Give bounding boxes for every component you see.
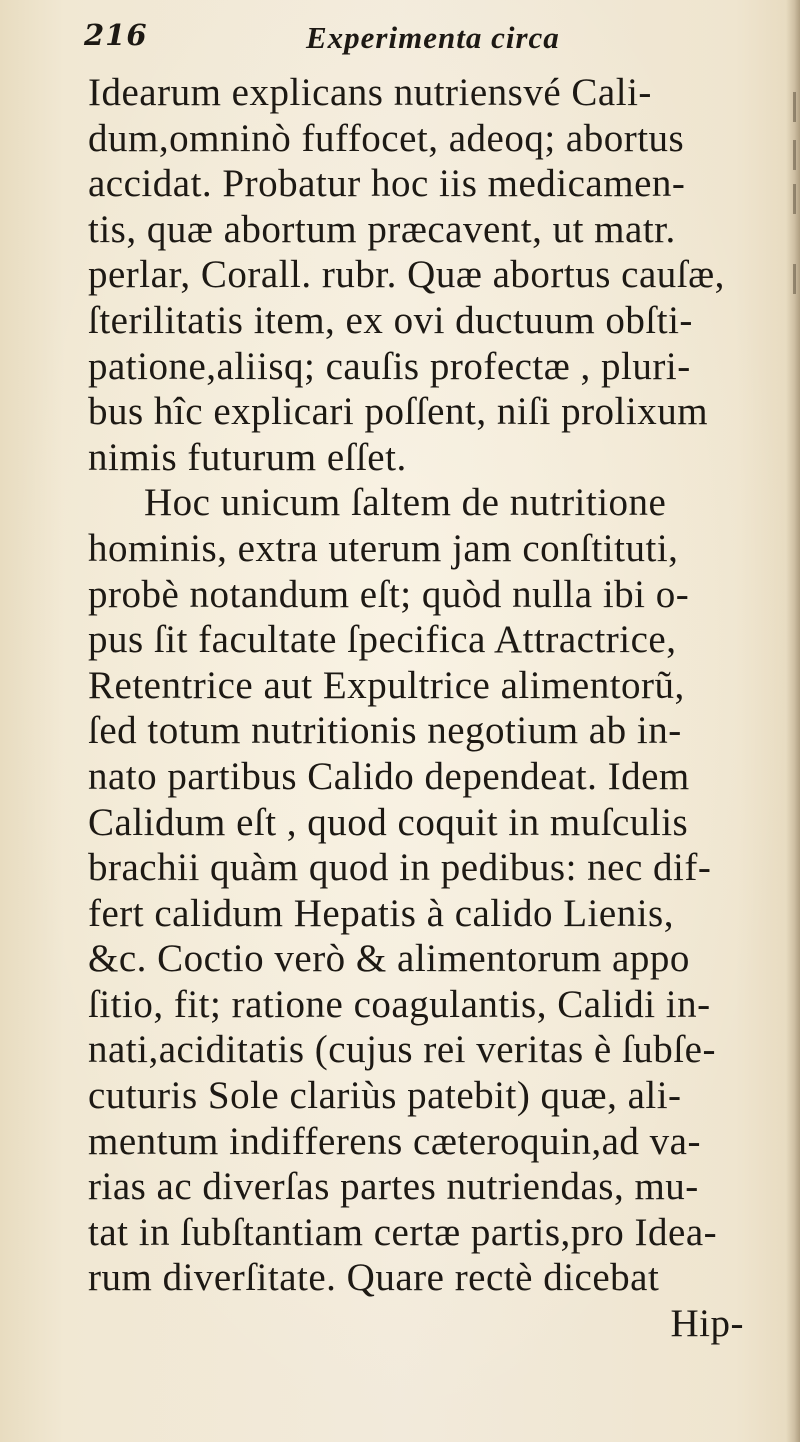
margin-mark [793,92,796,122]
page-edge-shadow [786,0,800,1442]
margin-mark [793,184,796,214]
text-line: accidat. Probatur hoc iis medicamen- [88,162,686,206]
text-line: ſed totum nutritionis negotium ab in- [88,709,682,753]
text-line: patione,aliisq; cauſis profectæ , pluri- [88,344,691,388]
margin-mark [793,264,796,294]
text-line: ſterilitatis item, ex ovi ductuum obſti- [88,298,693,342]
text-line: &c. Coctio verò & alimentorum appo [88,937,690,981]
paragraph-start-line: Hoc unicum ſaltem de nutritione [144,481,667,525]
page-number: 216 [84,18,148,52]
text-line: probè notandum eſt; quòd nulla ibi o- [88,572,690,616]
text-line: cuturis Sole clariùs patebit) quæ, ali- [88,1074,682,1118]
text-line: perlar, Corall. rubr. Quæ abortus cauſæ, [88,253,725,297]
text-line: pus ſit facultate ſpecifica Attractrice, [88,618,677,662]
text-line: dum,omninò fuffocet, adeoq; abortus [88,116,685,160]
text-line: mentum indifferens cæteroquin,ad va- [88,1119,701,1163]
margin-mark [793,140,796,170]
text-line: hominis, extra uterum jam conſtituti, [88,526,679,570]
page-header [84,18,764,58]
text-line: nato partibus Calido dependeat. Idem [88,754,690,798]
text-line: rias ac diverſas partes nutriendas, mu- [88,1165,699,1209]
text-line: fert calidum Hepatis à calido Lienis, [88,891,674,935]
text-line: brachii quàm quod in pedibus: nec dif- [88,846,712,890]
text-line: nimis futurum eſſet. [88,435,407,479]
text-line: Retentrice aut Expultrice alimentorũ, [88,663,685,707]
catchword: Hip- [670,1302,744,1346]
text-line: tat in ſubſtantiam certæ partis,pro Idea- [88,1210,718,1254]
text-line: Calidum eſt , quod coquit in muſculis [88,800,689,844]
text-line: Idearum explicans nutriensvé Cali- [88,71,652,114]
running-head: Experimenta circa [306,20,560,55]
text-line: nati,aciditatis (cujus rei veritas è ſubſe- [88,1028,716,1072]
text-line: bus hîc explicari poſſent, niſi prolixum [88,390,709,434]
text-line: ſitio, fit; ratione coagulantis, Calidi in- [88,982,711,1026]
text-line: rum diverſitate. Quare rectè dicebat [88,1256,660,1300]
body-text [88,70,788,1347]
text-line: tis, quæ abortum præcavent, ut matr. [88,207,676,251]
